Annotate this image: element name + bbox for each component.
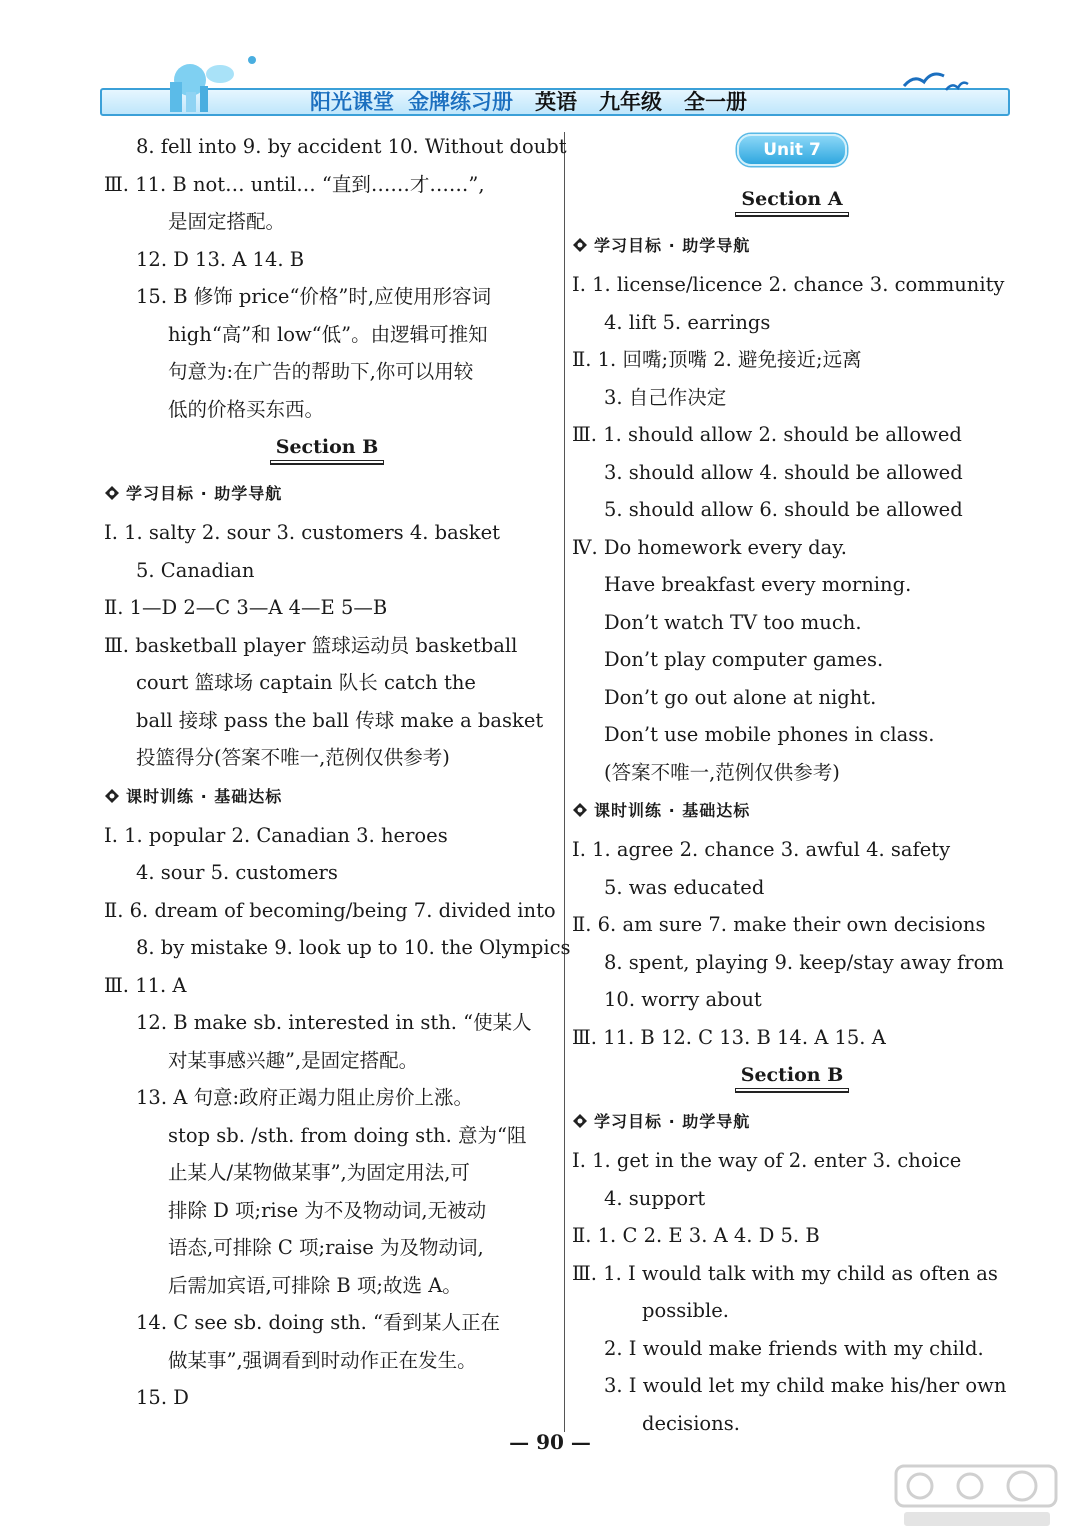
- answer-line: [104, 627, 550, 665]
- answer-line: [104, 316, 550, 354]
- answer-line: [104, 552, 550, 590]
- answer-text: 排除 D 项;rise 为不及物动词,无被动: [168, 1198, 487, 1222]
- answer-line: [104, 1379, 550, 1417]
- answer-line: [572, 679, 1012, 717]
- part-heading: [572, 226, 1012, 266]
- answer-text: Ⅲ. 11. B 12. C 13. B 14. A 15. A: [572, 1025, 886, 1049]
- diamond-bullet-icon: [104, 788, 120, 804]
- answer-text: 句意为:在广告的帮助下,你可以用较: [168, 360, 474, 383]
- part-heading: [572, 791, 1012, 831]
- diamond-bullet-icon: [104, 485, 120, 501]
- section-title-text: Section A: [735, 188, 848, 213]
- answer-line: [572, 491, 1012, 529]
- answer-text: Ⅲ. 1. should allow 2. should be allowed: [572, 423, 962, 446]
- answer-line: [104, 514, 550, 552]
- answer-line: [572, 869, 1012, 907]
- answer-text: Ⅲ. 11. A: [104, 973, 187, 997]
- answer-line: [572, 1255, 1012, 1293]
- answer-line: [104, 1079, 550, 1117]
- answer-text: 是固定搭配。: [168, 210, 286, 233]
- answer-line: [104, 1117, 550, 1155]
- diamond-bullet-icon: [572, 1113, 588, 1129]
- answer-line: [572, 981, 1012, 1019]
- right-column: [572, 128, 1012, 1442]
- diamond-bullet-icon: [572, 802, 588, 818]
- answer-text: 4. support: [604, 1186, 706, 1210]
- answer-line: [572, 1180, 1012, 1218]
- header-grade: 九年级: [599, 90, 662, 114]
- answer-line: [104, 166, 550, 204]
- answer-line: [104, 128, 567, 166]
- left-column: [104, 128, 571, 1417]
- answer-line: [104, 929, 571, 967]
- header-decoration-icon: [130, 52, 280, 118]
- answer-text: 15. D: [136, 1386, 189, 1409]
- answer-text: 12. D 13. A 14. B: [136, 247, 305, 271]
- answer-line: [104, 1042, 550, 1080]
- answer-text: Don’t use mobile phones in class.: [604, 723, 935, 746]
- diamond-bullet-icon: [572, 237, 588, 253]
- answer-line: [104, 1229, 550, 1267]
- answer-text: 5. should allow 6. should be allowed: [604, 498, 963, 521]
- answer-text: 15. B 修饰 price“价格”时,应使用形容词: [136, 285, 492, 308]
- birds-icon: [900, 60, 970, 96]
- answer-line: [104, 1304, 550, 1342]
- answer-text: 2. I would make friends with my child.: [604, 1336, 984, 1360]
- watermark-logo: [890, 1462, 1065, 1532]
- answer-text: Ⅲ. 11. B not… until… “直到……才……”,: [104, 172, 485, 196]
- answer-text: 低的价格买东西。: [168, 397, 325, 421]
- answer-text: 投篮得分(答案不唯一,范例仅供参考): [136, 746, 450, 769]
- answer-line: [104, 967, 550, 1005]
- answer-line: [572, 1142, 1012, 1180]
- answer-line: [572, 641, 1012, 679]
- answer-line: [104, 817, 550, 855]
- answer-text: 做某事”,强调看到时动作正在发生。: [168, 1348, 477, 1372]
- answer-text: Don’t go out alone at night.: [604, 685, 877, 709]
- answer-text: 5. was educated: [604, 875, 765, 899]
- part-heading: [104, 474, 550, 514]
- answer-line: [572, 529, 1012, 567]
- answer-text: Ⅱ. 6. am sure 7. make their own decisions: [572, 913, 986, 936]
- header-series: 阳光课堂: [310, 90, 394, 114]
- answer-text: 10. worry about: [604, 988, 762, 1011]
- answer-line: [104, 203, 550, 241]
- answer-text: 13. A 句意:政府正竭力阻止房价上涨。: [136, 1086, 474, 1109]
- section-title: [572, 180, 1012, 226]
- page-number: — 90 —: [509, 1430, 591, 1454]
- answer-text: Ⅰ. 1. agree 2. chance 3. awful 4. safety: [572, 838, 951, 861]
- answer-text: 5. Canadian: [136, 558, 255, 582]
- part-heading: [104, 777, 550, 817]
- answer-line: [572, 906, 1012, 944]
- answer-text: court 篮球场 captain 队长 catch the: [136, 671, 476, 694]
- answer-line: [104, 1154, 550, 1192]
- answer-line: [572, 341, 1012, 379]
- answer-text: Ⅰ. 1. popular 2. Canadian 3. heroes: [104, 823, 448, 847]
- answer-text: 4. sour 5. customers: [136, 861, 338, 884]
- answer-text: Ⅰ. 1. salty 2. sour 3. customers 4. basket: [104, 521, 500, 544]
- answer-line: [572, 379, 1012, 417]
- part-heading-text: 课时训练 · 基础达标: [126, 786, 283, 806]
- answer-line: [572, 1019, 1012, 1057]
- answer-line: [572, 454, 1012, 492]
- answer-text: 8. spent, playing 9. keep/stay away from: [604, 950, 1004, 974]
- header-volume: 全一册: [684, 90, 747, 114]
- section-title: [104, 428, 550, 474]
- answer-text: 对某事感兴趣”,是固定搭配。: [168, 1048, 419, 1072]
- answer-line: [572, 604, 1012, 642]
- answer-line: [572, 416, 1012, 454]
- part-heading-text: 课时训练 · 基础达标: [594, 801, 751, 820]
- answer-line: [104, 892, 556, 930]
- answer-line: [572, 304, 1012, 342]
- answer-text: 14. C see sb. doing sth. “看到某人正在: [136, 1311, 500, 1334]
- answer-text: Ⅱ. 1. C 2. E 3. A 4. D 5. B: [572, 1224, 820, 1247]
- answer-line: [104, 391, 550, 429]
- answer-text: 12. B make sb. interested in sth. “使某人: [136, 1011, 532, 1034]
- answer-text: stop sb. /sth. from doing sth. 意为“阻: [168, 1123, 527, 1147]
- answer-text: Ⅲ. basketball player 篮球运动员 basketball: [104, 633, 518, 657]
- answer-text: 3. should allow 4. should be allowed: [604, 460, 963, 484]
- answer-line: [572, 1405, 1012, 1443]
- answer-text: 8. fell into 9. by accident 10. Without doubt: [136, 135, 567, 158]
- answer-text: 4. lift 5. earrings: [604, 310, 771, 334]
- header-book: 金牌练习册: [408, 90, 513, 114]
- unit-badge-text: Unit 7: [737, 134, 847, 166]
- answer-text: 后需加宾语,可排除 B 项;故选 A。: [168, 1273, 462, 1297]
- section-title: [572, 1056, 1012, 1102]
- answer-line: [572, 831, 1012, 869]
- answer-line: [104, 278, 550, 316]
- answer-text: 3. I would let my child make his/her own: [604, 1374, 1007, 1397]
- answer-text: possible.: [642, 1299, 729, 1322]
- answer-line: [104, 702, 550, 740]
- answer-text: Ⅰ. 1. get in the way of 2. enter 3. choice: [572, 1149, 962, 1172]
- answer-text: 3. 自己作决定: [604, 385, 727, 409]
- page-header: [100, 52, 1010, 122]
- answer-line: [104, 739, 550, 777]
- answer-text: decisions.: [642, 1411, 740, 1435]
- answer-text: 8. by mistake 9. look up to 10. the Olympics: [136, 936, 571, 959]
- answer-line: [104, 589, 550, 627]
- answer-line: [572, 1217, 1012, 1255]
- answer-line: [104, 664, 550, 702]
- answer-line: [104, 1267, 550, 1305]
- header-title: [310, 86, 747, 116]
- answer-line: [572, 754, 1012, 792]
- column-divider: [564, 132, 565, 1432]
- section-title-text: Section B: [735, 1064, 850, 1089]
- answer-line: [104, 1342, 550, 1380]
- answer-line: [104, 241, 550, 279]
- answer-text: ball 接球 pass the ball 传球 make a basket: [136, 708, 544, 732]
- answer-text: high“高”和 low“低”。由逻辑可推知: [168, 322, 488, 346]
- answer-line: [104, 1004, 550, 1042]
- answer-text: 语态,可排除 C 项;raise 为及物动词,: [168, 1236, 484, 1259]
- answer-line: [572, 566, 1012, 604]
- unit-badge: [572, 128, 1012, 180]
- part-heading-text: 学习目标 · 助学导航: [594, 1112, 751, 1131]
- answer-text: Ⅱ. 1—D 2—C 3—A 4—E 5—B: [104, 596, 388, 619]
- answer-line: [572, 1367, 1012, 1405]
- part-heading-text: 学习目标 · 助学导航: [126, 484, 283, 503]
- answer-text: Ⅰ. 1. license/licence 2. chance 3. community: [572, 273, 1005, 296]
- answer-text: Ⅱ. 1. 回嘴;顶嘴 2. 避免接近;远离: [572, 348, 862, 371]
- answer-line: [572, 266, 1012, 304]
- section-title-text: Section B: [270, 436, 385, 461]
- answer-text: 止某人/某物做某事”,为固定用法,可: [168, 1161, 470, 1184]
- answer-text: Ⅲ. 1. I would talk with my child as often as: [572, 1261, 998, 1285]
- answer-text: Ⅳ. Do homework every day.: [572, 535, 847, 559]
- answer-text: Don’t play computer games.: [604, 648, 884, 671]
- answer-text: Ⅱ. 6. dream of becoming/being 7. divided into: [104, 898, 556, 922]
- part-heading: [572, 1102, 1012, 1142]
- answer-line: [572, 1292, 1012, 1330]
- answer-line: [572, 944, 1012, 982]
- answer-line: [572, 1330, 1012, 1368]
- answer-line: [104, 1192, 550, 1230]
- answer-line: [104, 353, 550, 391]
- answer-line: [572, 716, 1012, 754]
- header-subject: 英语: [535, 90, 577, 114]
- answer-text: (答案不唯一,范例仅供参考): [604, 760, 840, 784]
- answer-text: Have breakfast every morning.: [604, 573, 912, 596]
- answer-text: Don’t watch TV too much.: [604, 610, 862, 634]
- answer-line: [104, 854, 550, 892]
- part-heading-text: 学习目标 · 助学导航: [594, 236, 751, 255]
